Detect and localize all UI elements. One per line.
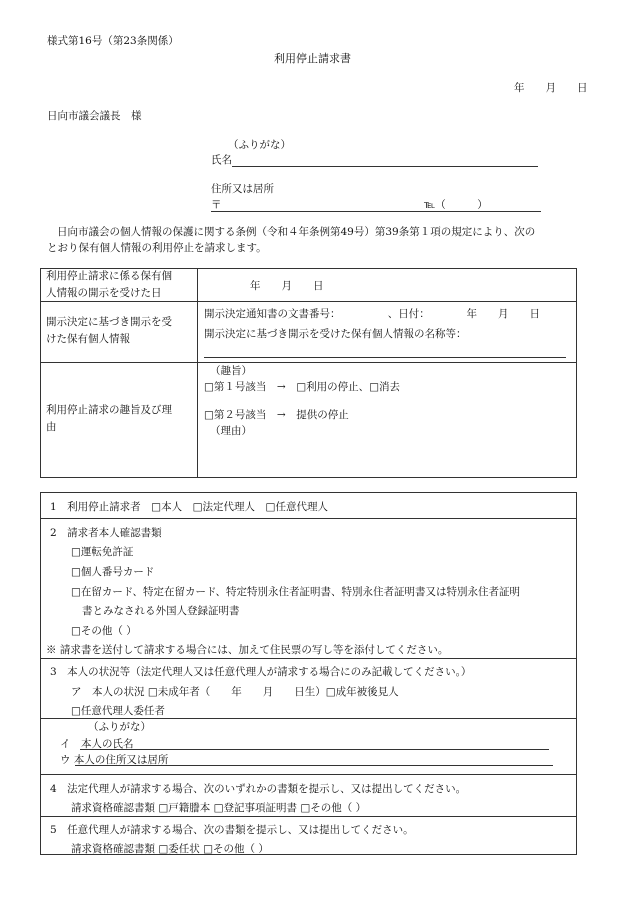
section-4-documents[interactable]: 請求資格確認書類 □戸籍謄本 □登記事項証明書 □その他（ ） — [71, 802, 367, 814]
row3-label-line-1: 利用停止請求の趣旨及び理 — [46, 404, 172, 416]
furigana-label: （ふりがな） — [228, 139, 291, 151]
section-5-title: 5 任意代理人が請求する場合、次の書類を提示し、又は提出してください。 — [50, 824, 414, 836]
table2-sep-1 — [40, 518, 577, 519]
disclosure-date-field[interactable]: 年 月 日 — [250, 280, 324, 292]
intro-text-line-1: 日向市議会の個人情報の保護に関する条例（令和４年条例第49号）第39条第１項の規定により、次の — [57, 226, 536, 238]
section-1-requester[interactable]: 1 利用停止請求者 □本人 □法定代理人 □任意代理人 — [50, 501, 328, 513]
page-title: 利用停止請求書 — [274, 52, 351, 65]
address-field[interactable] — [211, 211, 541, 212]
row2-label — [46, 314, 172, 348]
section-3-title: 3 本人の状況等（法定代理人又は任意代理人が請求する場合にのみ記載してください。） — [50, 666, 472, 678]
addressee: 日向市議会議長 様 — [47, 110, 142, 122]
id-doc-residence-card-cont: 書とみなされる外国人登録証明書 — [82, 605, 240, 617]
disclosed-info-name-field[interactable] — [204, 357, 566, 358]
row3-label — [46, 402, 172, 436]
row2-label-line-2: けた保有個人情報 — [46, 333, 130, 345]
row3-label-line-2: 由 — [46, 421, 57, 433]
principal-address-label: ウ 本人の住所又は居所 — [60, 754, 169, 766]
option-clause-2[interactable]: □第２号該当 → 提供の停止 — [204, 409, 349, 421]
notice-number-date: 開示決定通知書の文書番号： 、日付： 年 月 日 — [204, 308, 540, 320]
intro-text-line-2: とおり保有個人情報の利用停止を請求します。 — [47, 242, 267, 254]
id-doc-residence-card[interactable]: □在留カード、特定在留カード、特定特別永住者証明書、特別永住者証明書又は特別永住者証明 — [71, 586, 521, 598]
option-clause-1[interactable]: □第１号該当 → □利用の停止、□消去 — [204, 381, 401, 393]
disclosed-info-name-label: 開示決定に基づき開示を受けた保有個人情報の名称等： — [204, 328, 467, 340]
tel-label: ℡（ ） — [424, 199, 488, 211]
id-doc-my-number-card[interactable]: □個人番号カード — [71, 566, 155, 578]
section-4-title: 4 法定代理人が請求する場合、次のいずれかの書類を提示し、又は提出してください。 — [50, 783, 467, 795]
section-5-documents[interactable]: 請求資格確認書類 □委任状 □その他（ ） — [71, 843, 269, 855]
date-placeholder: 年 月 日 — [514, 82, 588, 94]
section-2-title: 2 請求者本人確認書類 — [50, 527, 162, 539]
table2-sep-5 — [40, 816, 577, 817]
form-number: 様式第16号（第23条関係） — [47, 35, 179, 47]
row1-label-line-1: 利用停止請求に係る保有個 — [46, 270, 172, 282]
principal-furigana-label: （ふりがな） — [88, 721, 151, 733]
id-doc-drivers-license[interactable]: □運転免許証 — [71, 546, 134, 558]
principal-status[interactable]: ア 本人の状況 □未成年者（ 年 月 日生）□成年被後見人 — [71, 686, 399, 698]
section-2-note: ※ 請求書を送付して請求する場合には、加えて住民票の写し等を添付してください。 — [46, 644, 449, 656]
principal-name-label: イ 本人の氏名 — [60, 738, 134, 750]
table2-sep-4 — [40, 774, 577, 775]
name-field[interactable] — [232, 166, 538, 167]
principal-status-delegator[interactable]: □任意代理人委任者 — [71, 705, 165, 717]
table1-divider — [197, 268, 198, 478]
principal-name-field[interactable] — [80, 749, 549, 750]
reason-label: （理由） — [210, 425, 252, 437]
postal-mark: 〒 — [211, 199, 222, 211]
row2-label-line-1: 開示決定に基づき開示を受 — [46, 316, 172, 328]
table1-row-sep-2 — [40, 362, 577, 363]
id-doc-other[interactable]: □その他（ ） — [71, 625, 137, 637]
name-label: 氏名 — [211, 154, 232, 166]
row1-label-line-2: 人情報の開示を受けた日 — [46, 287, 162, 299]
purpose-label: （趣旨） — [210, 365, 252, 377]
table2-sep-2 — [40, 658, 577, 659]
address-label: 住所又は居所 — [211, 183, 274, 195]
principal-address-field[interactable] — [75, 765, 553, 766]
row1-label — [46, 268, 172, 302]
